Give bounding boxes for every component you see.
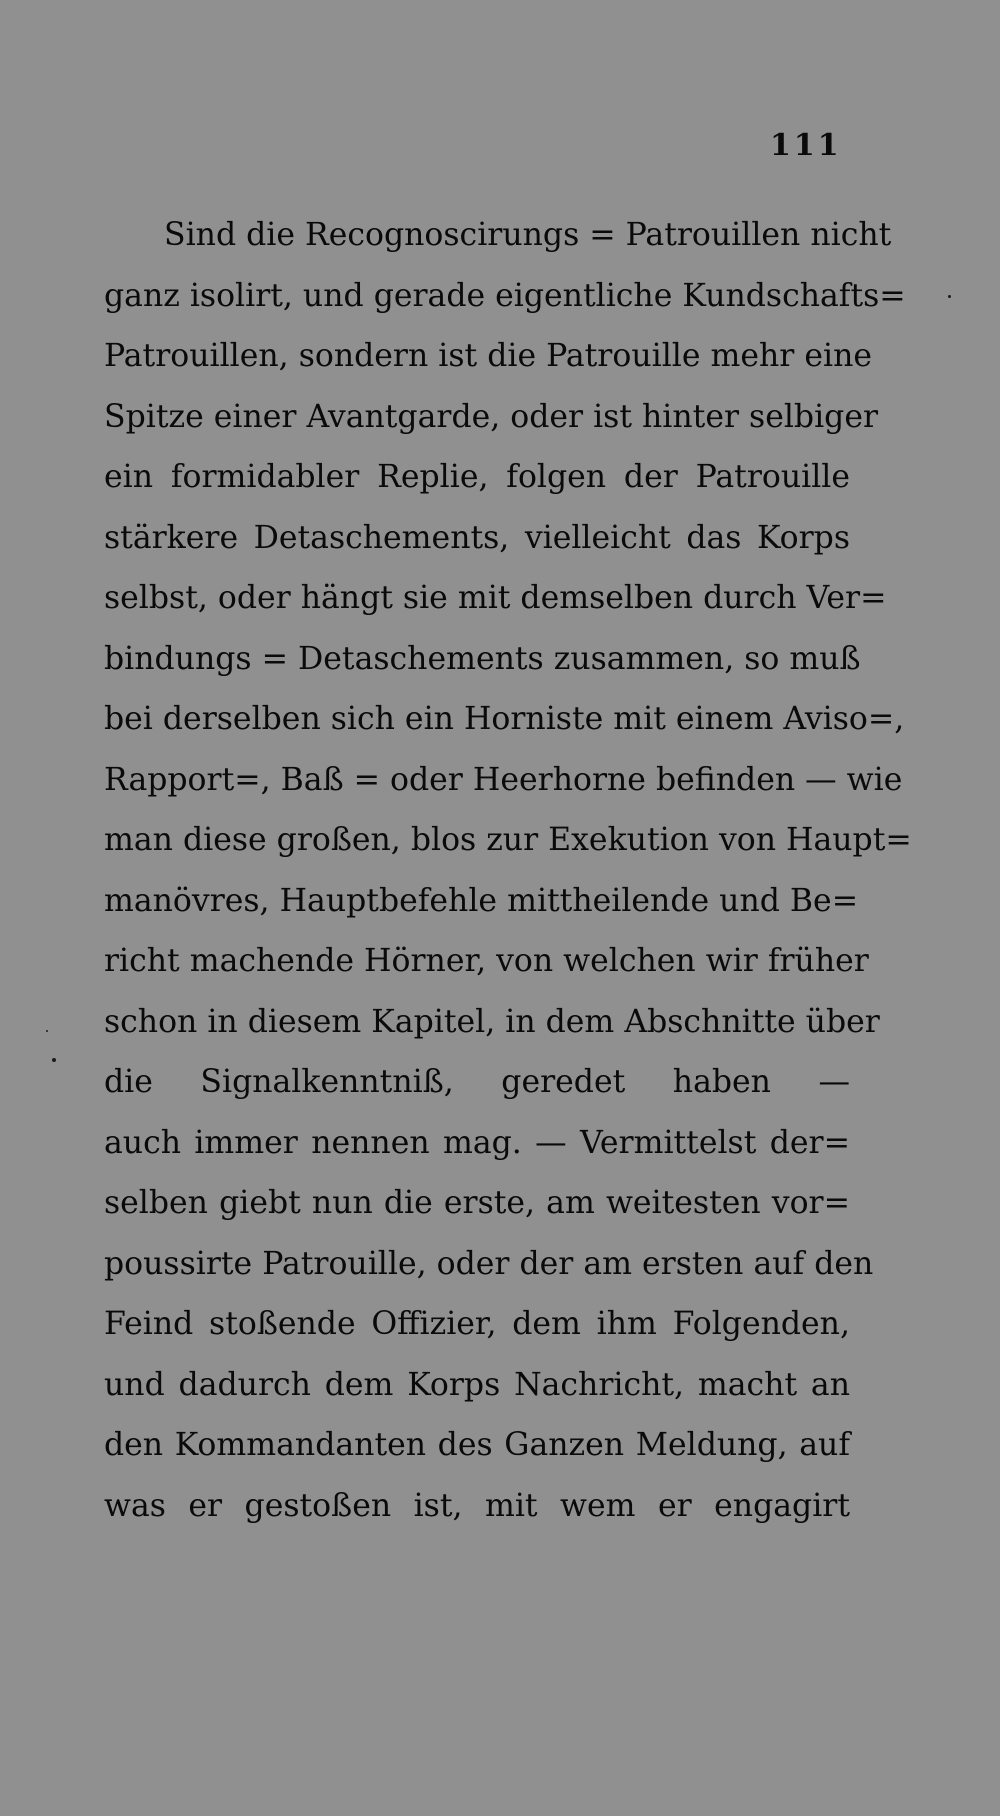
text-line: auch immer nennen mag. — Vermittelst der= (104, 1124, 850, 1161)
text-line: selbst, oder hängt sie mit demselben durch Ver= (104, 580, 887, 616)
text-line: man diese großen, blos zur Exekution von Haupt= (104, 822, 912, 858)
text-line: stärkere Detaschements, vielleicht das Korps (104, 519, 850, 556)
text-line: den Kommandanten des Ganzen Meldung, auf (104, 1427, 850, 1463)
text-line: Rapport=, Baß = oder Heerhorne befinden — wie (104, 761, 903, 798)
page-number: 111 (770, 128, 842, 163)
body-text (104, 205, 912, 1536)
scan-speck (52, 1058, 56, 1062)
text-line: ein formidabler Replie, folgen der Patrouille (104, 459, 850, 495)
text-line: selben giebt nun die erste, am weitesten vor= (104, 1185, 850, 1221)
text-line: poussirte Patrouille, oder der am ersten auf den (104, 1245, 874, 1282)
text-line: schon in diesem Kapitel, in dem Abschnitte über (104, 1003, 880, 1040)
text-line: bindungs = Detaschements zusammen, so muß (104, 640, 861, 677)
scan-speck (46, 1030, 48, 1032)
text-line: ganz isolirt, und gerade eigentliche Kundschafts= (104, 277, 906, 314)
scan-speck (948, 295, 951, 298)
text-line: was er gestoßen ist, mit wem er engagirt (104, 1487, 850, 1524)
text-line: Spitze einer Avantgarde, oder ist hinter selbiger (104, 398, 879, 435)
text-line: und dadurch dem Korps Nachricht, macht an (104, 1366, 850, 1403)
text-line: Sind die Recognoscirungs = Patrouillen nicht (164, 217, 892, 253)
text-line: bei derselben sich ein Horniste mit einem Aviso=, (104, 701, 905, 737)
text-line: manövres, Hauptbefehle mittheilende und Be= (104, 882, 859, 919)
text-line: Patrouillen, sondern ist die Patrouille mehr eine (104, 338, 873, 374)
text-line: die Signalkenntniß, geredet haben — (104, 1064, 850, 1100)
text-line: Feind stoßende Offizier, dem ihm Folgenden, (104, 1306, 850, 1342)
text-line: richt machende Hörner, von welchen wir früher (104, 943, 869, 979)
